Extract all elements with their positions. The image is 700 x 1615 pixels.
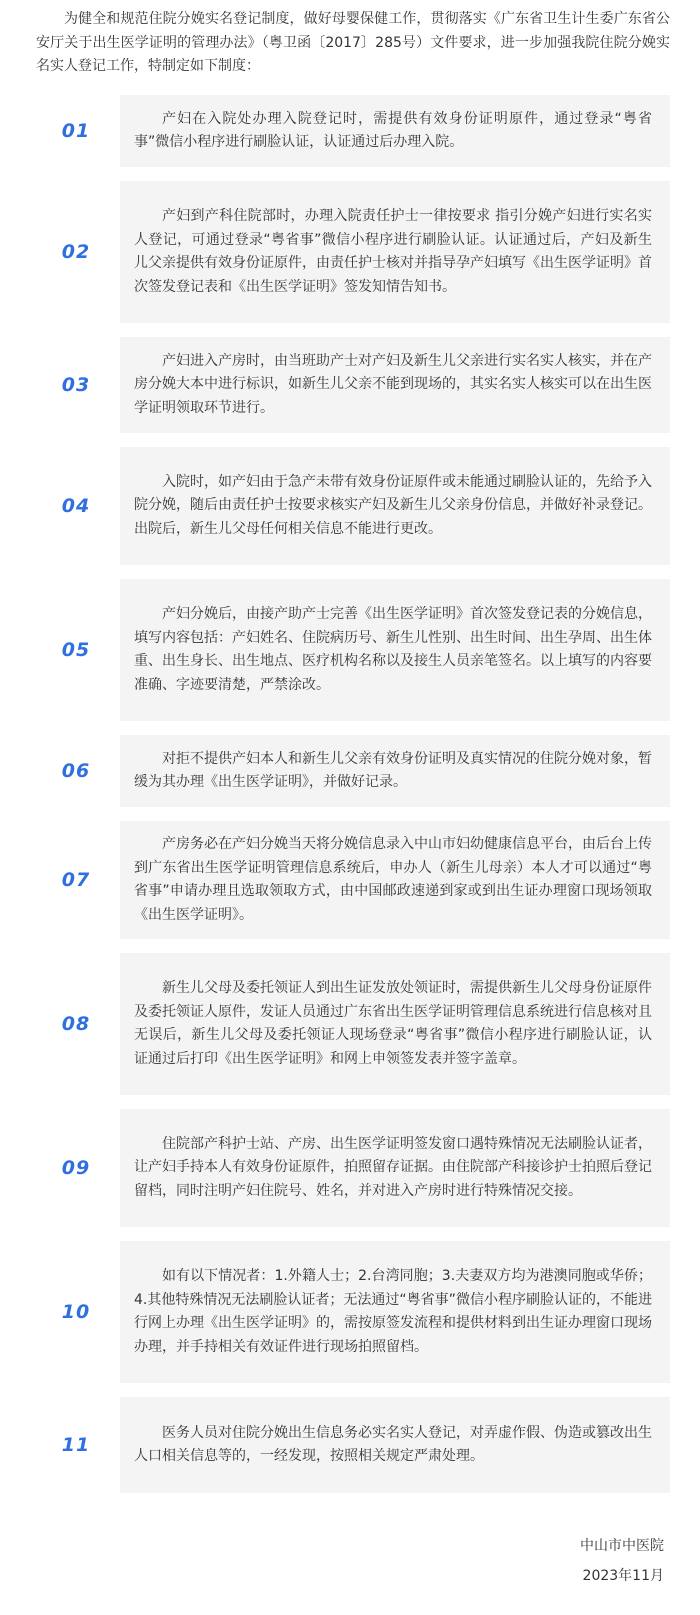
rule-item-02 [36, 181, 670, 323]
rule-item-10 [36, 1241, 670, 1383]
rule-box [120, 735, 670, 807]
rule-text: 入院时，如产妇由于急产未带有效身份证原件或未能通过刷脸认证的，先给予入院分娩，随后由责任护士按要求核实产妇及新生儿父亲身份信息，并做好补录登记。出院后，新生儿父母任何相关信息不能进行更改。 [134, 473, 652, 537]
rule-item-03 [36, 337, 670, 433]
rule-box [120, 181, 670, 323]
rule-item-01 [36, 95, 670, 167]
rule-number: 11 [61, 1434, 91, 1456]
rule-number: 02 [61, 241, 91, 263]
rule-text: 产房务必在产妇分娩当天将分娩信息录入中山市妇幼健康信息平台，由后台上传到广东省出生医学证明管理信息系统后，申办人（新生儿母亲）本人才可以通过“粤省事”申请办理且选取领取方式，由中国邮政速递到家或到出生证办理窗口现场领取《出生医学证明》。 [134, 836, 652, 923]
rule-item-11 [36, 1397, 670, 1493]
rule-box [120, 337, 670, 433]
rule-number: 06 [61, 760, 91, 782]
rule-number: 05 [61, 639, 91, 661]
rule-number: 08 [61, 1013, 91, 1035]
rule-box [120, 95, 670, 167]
rule-box [120, 579, 670, 721]
signature-date: 2023年11月 [582, 1568, 664, 1584]
rule-text: 产妇进入产房时，由当班助产士对产妇及新生儿父亲进行实名实人核实，并在产房分娩大本中进行标识，如新生儿父亲不能到现场的，其实名实人核实可以在出生医学证明领取环节进行。 [134, 352, 652, 416]
signature-org: 中山市中医院 [580, 1538, 664, 1554]
rule-item-08 [36, 953, 670, 1095]
intro-paragraph: 为健全和规范住院分娩实名登记制度，做好母婴保健工作，贯彻落实《广东省卫生计生委广东省公安厅关于出生医学证明的管理办法》（粤卫函〔2017〕285号）文件要求，进一步加强我院住院分娩实名实人登记工作，特制定如下制度： [36, 11, 670, 74]
rule-text: 如有以下情况者：1.外籍人士；2.台湾同胞；3.夫妻双方均为港澳同胞或华侨；4.其他特殊情况无法刷脸认证者；无法通过“粤省事”微信小程序刷脸认证的，不能进行网上办理《出生医学证明》的，需按原签发流程和提供材料到出生证办理窗口现场办理，并手持相关有效证件进行现场拍照留档。 [134, 1268, 652, 1355]
rule-text: 住院部产科护士站、产房、出生医学证明签发窗口遇特殊情况无法刷脸认证者，让产妇手持本人有效身份证原件，拍照留存证据。由住院部产科接诊护士拍照后登记留档，同时注明产妇住院号、姓名，并对进入产房时进行特殊情况交接。 [134, 1135, 652, 1199]
rule-text: 医务人员对住院分娩出生信息务必实名实人登记，对弄虚作假、伪造或篡改出生人口相关信息等的，一经发现，按照相关规定严肃处理。 [134, 1424, 652, 1464]
rule-box [120, 1397, 670, 1493]
rule-box [120, 1109, 670, 1227]
rule-text: 产妇在入院处办理入院登记时，需提供有效身份证明原件，通过登录“粤省事”微信小程序进行刷脸认证，认证通过后办理入院。 [134, 110, 652, 150]
rule-text: 对拒不提供产妇本人和新生儿父亲有效身份证明及真实情况的住院分娩对象，暂缓为其办理《出生医学证明》，并做好记录。 [134, 750, 652, 790]
rule-number: 09 [61, 1157, 91, 1179]
rule-number: 04 [61, 495, 91, 517]
rule-text: 新生儿父母及委托领证人到出生证发放处领证时，需提供新生儿父母身份证原件及委托领证人原件，发证人员通过广东省出生医学证明管理信息系统进行信息核对且无误后，新生儿父母及委托领证人现场登录“粤省事”微信小程序进行刷脸认证，认证通过后打印《出生医学证明》和网上申领签发表并签字盖章。 [134, 980, 652, 1067]
rule-box [120, 953, 670, 1095]
rule-item-07 [36, 821, 670, 939]
rule-box [120, 1241, 670, 1383]
rule-text: 产妇到产科住院部时，办理入院责任护士一律按要求 指引分娩产妇进行实名实人登记，可通过登录“粤省事”微信小程序进行刷脸认证。认证通过后，产妇及新生儿父亲提供有效身份证原件，由责任护士核对并指导孕产妇填写《出生医学证明》首次签发登记表和《出生医学证明》签发知情告知书。 [134, 208, 652, 295]
rule-number: 07 [61, 869, 91, 891]
rule-number: 01 [61, 120, 91, 142]
rule-item-04 [36, 447, 670, 565]
rule-box [120, 447, 670, 565]
rule-item-05 [36, 579, 670, 721]
rule-number: 10 [61, 1301, 91, 1323]
rule-number: 03 [61, 374, 91, 396]
rule-text: 产妇分娩后，由接产助产士完善《出生医学证明》首次签发登记表的分娩信息，填写内容包括：产妇姓名、住院病历号、新生儿性别、出生时间、出生孕周、出生体重、出生身长、出生地点、医疗机构名称以及接生人员亲笔签名。以上填写的内容要准确、字迹要清楚，严禁涂改。 [134, 606, 652, 693]
rule-item-09 [36, 1109, 670, 1227]
rule-box [120, 821, 670, 939]
rule-item-06 [36, 735, 670, 807]
